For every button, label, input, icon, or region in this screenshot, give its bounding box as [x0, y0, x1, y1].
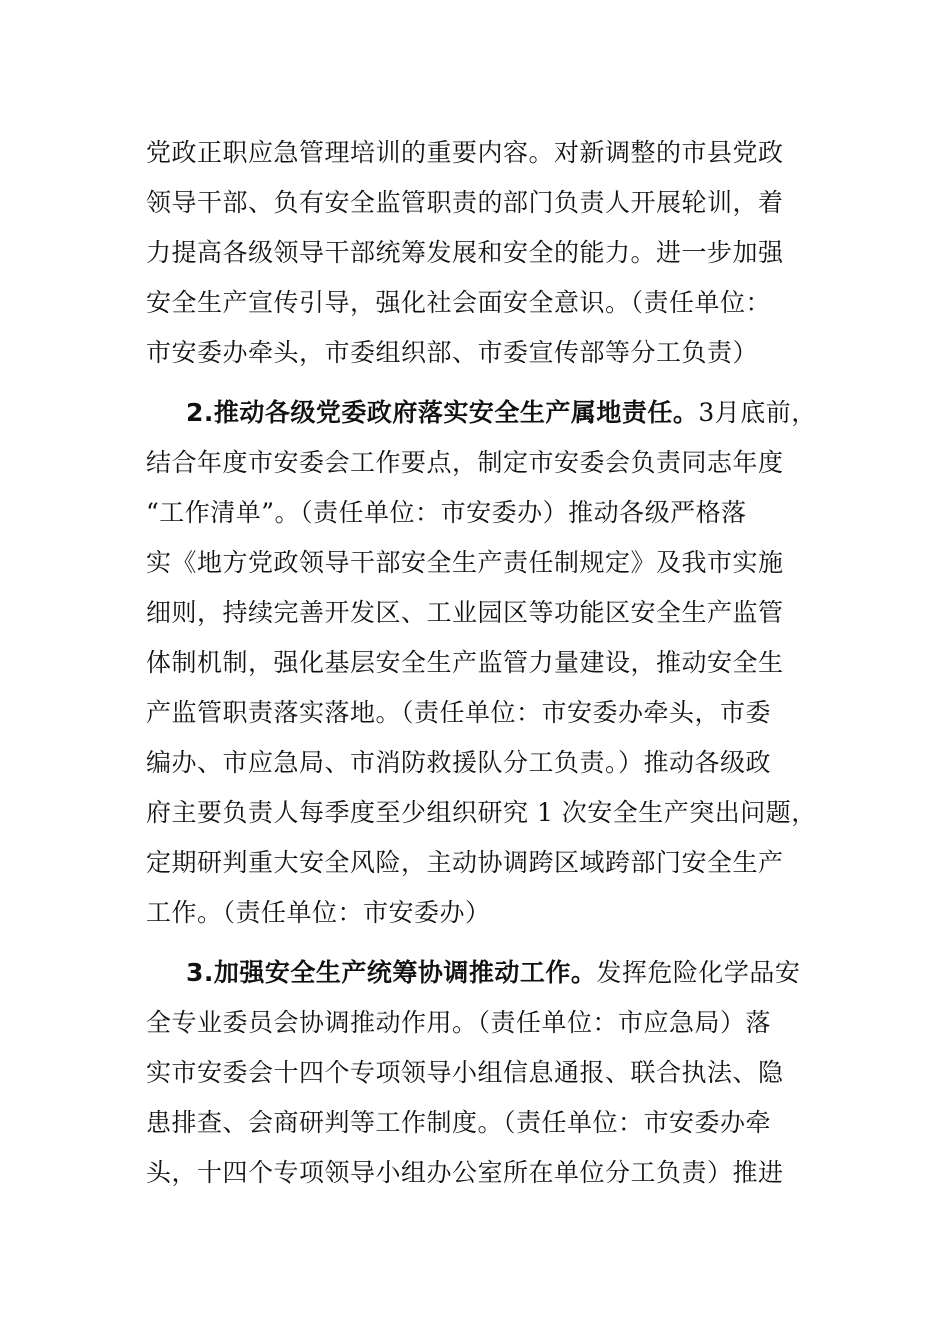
paragraph-line: 市安委办牵头，市委组织部、市委宣传部等分工负责） — [146, 338, 759, 367]
paragraph-text: 3月底前， — [698, 398, 817, 427]
paragraph-first-line — [186, 958, 800, 988]
paragraph-line: 党政正职应急管理培训的重要内容。对新调整的市县党政 — [146, 138, 784, 167]
paragraph-line: 患排查、会商研判等工作制度。（责任单位：市安委办牵 — [146, 1108, 772, 1137]
section-heading: 2.推动各级党委政府落实安全生产属地责任。 — [186, 398, 699, 427]
paragraph-line: 府主要负责人每季度至少组织研究 1 次安全生产突出问题， — [146, 798, 817, 827]
paragraph-line: 细则，持续完善开发区、工业园区等功能区安全生产监管 — [146, 598, 784, 627]
paragraph-line: 全专业委员会协调推动作用。（责任单位：市应急局）落 — [146, 1008, 772, 1037]
paragraph-line: 实《地方党政领导干部安全生产责任制规定》及我市实施 — [146, 548, 784, 577]
paragraph-line: 力提高各级领导干部统筹发展和安全的能力。进一步加强 — [146, 238, 784, 267]
paragraph-line: 编办、市应急局、市消防救援队分工负责。）推动各级政 — [146, 748, 772, 777]
paragraph-line: 头，十四个专项领导小组办公室所在单位分工负责）推进 — [146, 1158, 784, 1187]
paragraph-line: “工作清单”。（责任单位：市安委办）推动各级严格落 — [146, 498, 747, 527]
section-heading: 3.加强安全生产统筹协调推动工作。 — [186, 958, 597, 987]
paragraph-line: 工作。（责任单位：市安委办） — [146, 898, 491, 927]
paragraph-line: 定期研判重大安全风险，主动协调跨区域跨部门安全生产 — [146, 848, 784, 877]
paragraph-line: 产监管职责落实落地。（责任单位：市安委办牵头，市委 — [146, 698, 772, 727]
paragraph-line: 结合年度市安委会工作要点，制定市安委会负责同志年度 — [146, 448, 784, 477]
paragraph-line: 安全生产宣传引导，强化社会面安全意识。（责任单位： — [146, 288, 772, 317]
paragraph-text: 发挥危险化学品安 — [596, 958, 801, 987]
paragraph-first-line — [186, 398, 817, 428]
paragraph-line: 实市安委会十四个专项领导小组信息通报、联合执法、隐 — [146, 1058, 784, 1087]
paragraph-line: 体制机制，强化基层安全生产监管力量建设，推动安全生 — [146, 648, 784, 677]
paragraph-line: 领导干部、负有安全监管职责的部门负责人开展轮训，着 — [146, 188, 784, 217]
